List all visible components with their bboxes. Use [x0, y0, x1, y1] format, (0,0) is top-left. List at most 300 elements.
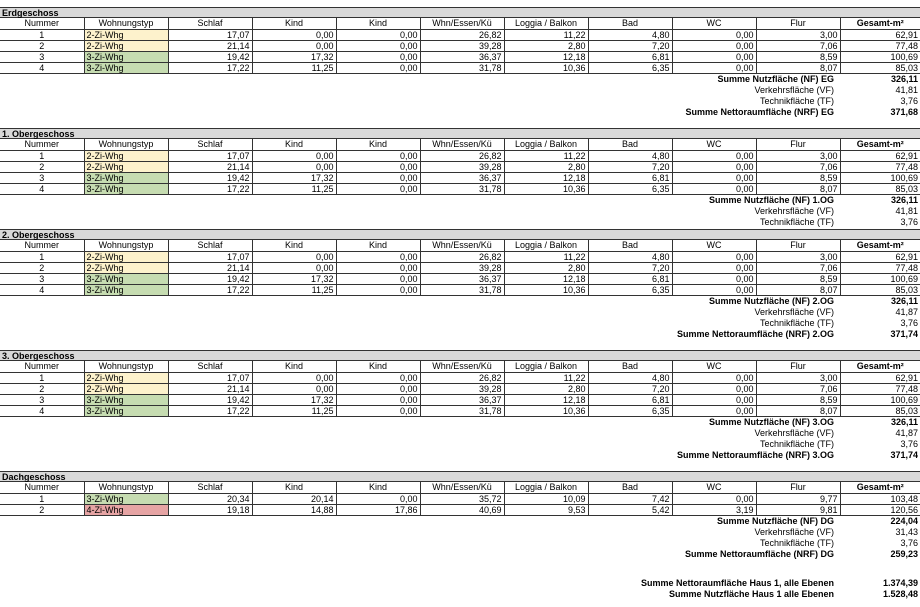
table-cell[interactable]: 6,81 — [588, 394, 672, 405]
table-row — [0, 262, 920, 273]
table-cell[interactable]: 14,88 — [252, 504, 336, 515]
apartment-type-cell[interactable]: 2-Zi-Whg — [84, 251, 168, 262]
sum-line — [0, 206, 920, 217]
table-cell[interactable]: 1 — [0, 29, 84, 40]
sum-label: Summe Nutzfläche (NF) 3.OG — [708, 416, 834, 427]
table-cell[interactable]: 17,07 — [168, 372, 252, 383]
table-cell[interactable]: 17,22 — [168, 284, 252, 295]
table-cell[interactable]: 3,00 — [756, 29, 840, 40]
sum-label: Summe Nutzfläche (NF) EG — [717, 73, 834, 84]
sum-value: 259,23 — [890, 548, 918, 559]
column-header: Gesamt-m² — [840, 139, 920, 150]
table-cell[interactable]: 7,20 — [588, 383, 672, 394]
table-cell[interactable]: 85,03 — [840, 183, 920, 194]
sum-line — [0, 428, 920, 439]
table-cell[interactable]: 3 — [0, 273, 84, 284]
sum-label: Verkehrsfläche (VF) — [754, 205, 834, 216]
table-cell[interactable]: 3 — [0, 51, 84, 62]
table-cell[interactable]: 2 — [0, 383, 84, 394]
sum-line — [0, 318, 920, 329]
table-cell[interactable]: 6,35 — [588, 183, 672, 194]
table-cell[interactable]: 0,00 — [672, 150, 756, 161]
table-cell[interactable]: 36,37 — [420, 273, 504, 284]
table-cell[interactable]: 9,77 — [756, 493, 840, 504]
table-cell[interactable]: 0,00 — [336, 383, 420, 394]
table-cell[interactable]: 4,80 — [588, 29, 672, 40]
column-header: WC — [672, 18, 756, 29]
table-cell[interactable]: 1 — [0, 493, 84, 504]
sum-value: 371,68 — [890, 106, 918, 117]
table-cell[interactable]: 10,36 — [504, 284, 588, 295]
table-cell[interactable]: 0,00 — [336, 262, 420, 273]
table-cell[interactable]: 8,07 — [756, 183, 840, 194]
table-cell[interactable]: 3 — [0, 394, 84, 405]
table-cell[interactable]: 17,07 — [168, 251, 252, 262]
table-cell[interactable]: 4 — [0, 284, 84, 295]
table-cell[interactable]: 120,56 — [840, 504, 920, 515]
column-header: Wohnungstyp — [84, 240, 168, 251]
table-cell[interactable]: 4 — [0, 62, 84, 73]
section-title: 3. Obergeschoss — [0, 350, 920, 361]
table-cell[interactable]: 5,42 — [588, 504, 672, 515]
sum-line — [0, 96, 920, 107]
column-header: WC — [672, 361, 756, 372]
table-cell[interactable]: 36,37 — [420, 172, 504, 183]
sum-line — [0, 527, 920, 538]
table-row — [0, 29, 920, 40]
table-cell[interactable]: 85,03 — [840, 405, 920, 416]
apartment-type-cell[interactable]: 2-Zi-Whg — [84, 262, 168, 273]
column-header: Schlaf — [168, 18, 252, 29]
sum-value: 3,76 — [900, 537, 918, 548]
table-cell[interactable]: 9,53 — [504, 504, 588, 515]
column-header: Kind — [336, 482, 420, 493]
table-cell[interactable]: 2,80 — [504, 161, 588, 172]
table-cell[interactable]: 19,42 — [168, 394, 252, 405]
table-cell[interactable]: 0,00 — [672, 40, 756, 51]
table-row — [0, 251, 920, 262]
table-cell[interactable]: 26,82 — [420, 150, 504, 161]
table-cell[interactable]: 0,00 — [252, 150, 336, 161]
table-cell[interactable]: 0,00 — [252, 372, 336, 383]
table-cell[interactable]: 26,82 — [420, 251, 504, 262]
table-cell[interactable]: 11,25 — [252, 62, 336, 73]
column-header: Bad — [588, 482, 672, 493]
table-cell[interactable]: 11,25 — [252, 183, 336, 194]
apartment-type-cell[interactable]: 4-Zi-Whg — [84, 504, 168, 515]
table-cell[interactable]: 17,32 — [252, 51, 336, 62]
column-header: Kind — [252, 361, 336, 372]
table-cell[interactable]: 8,07 — [756, 284, 840, 295]
table-cell[interactable]: 0,00 — [672, 262, 756, 273]
table-cell[interactable]: 10,09 — [504, 493, 588, 504]
column-header: Whn/Essen/Kü — [420, 482, 504, 493]
section-title: 1. Obergeschoss — [0, 128, 920, 139]
sum-value: 326,11 — [890, 194, 918, 205]
table-cell[interactable]: 0,00 — [672, 405, 756, 416]
table-cell[interactable]: 35,72 — [420, 493, 504, 504]
table-cell[interactable]: 2 — [0, 40, 84, 51]
table-cell[interactable]: 3 — [0, 172, 84, 183]
table-cell[interactable]: 20,14 — [252, 493, 336, 504]
table-cell[interactable]: 17,22 — [168, 62, 252, 73]
apartment-type-cell[interactable]: 2-Zi-Whg — [84, 40, 168, 51]
table-cell[interactable]: 6,81 — [588, 172, 672, 183]
sum-value: 3,76 — [900, 317, 918, 328]
table-cell[interactable]: 19,42 — [168, 51, 252, 62]
table-cell[interactable]: 0,00 — [336, 29, 420, 40]
table-cell[interactable]: 11,25 — [252, 405, 336, 416]
table-cell[interactable]: 6,81 — [588, 51, 672, 62]
table-row — [0, 372, 920, 383]
apartment-type-cell[interactable]: 2-Zi-Whg — [84, 161, 168, 172]
column-header: Flur — [756, 240, 840, 251]
table-cell[interactable]: 0,00 — [336, 493, 420, 504]
table-cell[interactable]: 100,69 — [840, 394, 920, 405]
table-row — [0, 284, 920, 295]
apartment-type-cell[interactable]: 2-Zi-Whg — [84, 372, 168, 383]
table-cell[interactable]: 8,59 — [756, 172, 840, 183]
sum-value: 224,04 — [890, 515, 918, 526]
column-header: Loggia / Balkon — [504, 139, 588, 150]
apartment-type-cell[interactable]: 3-Zi-Whg — [84, 62, 168, 73]
apartment-type-cell[interactable]: 3-Zi-Whg — [84, 394, 168, 405]
table-cell[interactable]: 10,36 — [504, 183, 588, 194]
floor-section — [0, 350, 920, 461]
table-cell[interactable]: 17,86 — [336, 504, 420, 515]
column-header: Kind — [252, 482, 336, 493]
sum-label: Technikfläche (TF) — [759, 216, 834, 227]
sum-line — [0, 307, 920, 318]
table-cell[interactable]: 62,91 — [840, 150, 920, 161]
table-cell[interactable]: 2,80 — [504, 383, 588, 394]
apartment-type-cell[interactable]: 3-Zi-Whg — [84, 183, 168, 194]
table-cell[interactable]: 17,32 — [252, 273, 336, 284]
table-cell[interactable]: 7,42 — [588, 493, 672, 504]
sum-line — [0, 450, 920, 461]
sum-value: 326,11 — [890, 73, 918, 84]
area-table — [0, 18, 920, 74]
apartment-type-cell[interactable]: 3-Zi-Whg — [84, 493, 168, 504]
sum-label: Summe Nutzfläche (NF) 1.OG — [708, 194, 834, 205]
table-cell[interactable]: 4,80 — [588, 372, 672, 383]
table-cell[interactable]: 0,00 — [336, 273, 420, 284]
table-cell[interactable]: 0,00 — [252, 29, 336, 40]
sum-label: Verkehrsfläche (VF) — [754, 306, 834, 317]
table-cell[interactable]: 39,28 — [420, 383, 504, 394]
floor-section — [0, 229, 920, 340]
table-cell[interactable]: 11,22 — [504, 29, 588, 40]
sum-line — [0, 417, 920, 428]
column-header: WC — [672, 240, 756, 251]
table-cell[interactable]: 0,00 — [672, 394, 756, 405]
table-cell[interactable]: 1 — [0, 251, 84, 262]
column-header: Kind — [336, 240, 420, 251]
column-header: WC — [672, 482, 756, 493]
table-row — [0, 51, 920, 62]
table-cell[interactable]: 2,80 — [504, 40, 588, 51]
table-cell[interactable]: 31,78 — [420, 405, 504, 416]
table-cell[interactable]: 39,28 — [420, 262, 504, 273]
table-cell[interactable]: 21,14 — [168, 161, 252, 172]
table-cell[interactable]: 7,06 — [756, 40, 840, 51]
apartment-type-cell[interactable]: 3-Zi-Whg — [84, 284, 168, 295]
section-title: Dachgeschoss — [0, 471, 920, 482]
table-cell[interactable]: 77,48 — [840, 262, 920, 273]
column-header: Kind — [252, 139, 336, 150]
table-cell[interactable]: 77,48 — [840, 161, 920, 172]
table-cell[interactable]: 8,59 — [756, 394, 840, 405]
table-cell[interactable]: 7,06 — [756, 161, 840, 172]
table-cell[interactable]: 77,48 — [840, 383, 920, 394]
column-header: Schlaf — [168, 240, 252, 251]
table-cell[interactable]: 11,22 — [504, 251, 588, 262]
table-cell[interactable]: 8,59 — [756, 273, 840, 284]
column-header: Wohnungstyp — [84, 482, 168, 493]
table-cell[interactable]: 7,06 — [756, 262, 840, 273]
table-cell[interactable]: 12,18 — [504, 51, 588, 62]
column-header: Loggia / Balkon — [504, 18, 588, 29]
sum-label: Technikfläche (TF) — [759, 537, 834, 548]
table-cell[interactable]: 6,35 — [588, 284, 672, 295]
column-header: Nummer — [0, 139, 84, 150]
header-row — [0, 361, 920, 372]
table-cell[interactable]: 2 — [0, 262, 84, 273]
table-cell[interactable]: 0,00 — [252, 40, 336, 51]
apartment-type-cell[interactable]: 2-Zi-Whg — [84, 29, 168, 40]
sum-label: Verkehrsfläche (VF) — [754, 526, 834, 537]
grand-totals — [0, 578, 920, 600]
table-cell[interactable]: 0,00 — [672, 493, 756, 504]
table-cell[interactable]: 0,00 — [252, 383, 336, 394]
table-cell[interactable]: 7,20 — [588, 161, 672, 172]
table-cell[interactable]: 0,00 — [336, 284, 420, 295]
column-header: Bad — [588, 18, 672, 29]
table-cell[interactable]: 0,00 — [672, 172, 756, 183]
table-row — [0, 150, 920, 161]
sum-line — [0, 74, 920, 85]
table-cell[interactable]: 3,19 — [672, 504, 756, 515]
table-cell[interactable]: 0,00 — [672, 273, 756, 284]
sum-value: 41,87 — [895, 306, 918, 317]
table-cell[interactable]: 26,82 — [420, 29, 504, 40]
table-cell[interactable]: 31,78 — [420, 183, 504, 194]
table-cell[interactable]: 19,18 — [168, 504, 252, 515]
table-cell[interactable]: 0,00 — [252, 161, 336, 172]
table-cell[interactable]: 62,91 — [840, 29, 920, 40]
table-cell[interactable]: 21,14 — [168, 383, 252, 394]
table-cell[interactable]: 0,00 — [336, 51, 420, 62]
table-cell[interactable]: 103,48 — [840, 493, 920, 504]
table-cell[interactable]: 8,07 — [756, 405, 840, 416]
table-cell[interactable]: 7,20 — [588, 40, 672, 51]
table-row — [0, 40, 920, 51]
table-cell[interactable]: 39,28 — [420, 161, 504, 172]
grand-total-label: Summe Nettoraumfläche Haus 1, alle Ebenen — [640, 578, 834, 588]
table-cell[interactable]: 6,35 — [588, 405, 672, 416]
apartment-type-cell[interactable]: 3-Zi-Whg — [84, 51, 168, 62]
table-cell[interactable]: 26,82 — [420, 372, 504, 383]
column-header: Schlaf — [168, 482, 252, 493]
table-cell[interactable]: 0,00 — [672, 62, 756, 73]
table-cell[interactable]: 2 — [0, 161, 84, 172]
column-header: Flur — [756, 139, 840, 150]
table-row — [0, 504, 920, 515]
table-cell[interactable]: 10,36 — [504, 62, 588, 73]
table-cell[interactable]: 1 — [0, 150, 84, 161]
table-row — [0, 172, 920, 183]
table-cell[interactable]: 0,00 — [336, 161, 420, 172]
table-cell[interactable]: 40,69 — [420, 504, 504, 515]
header-row — [0, 240, 920, 251]
table-cell[interactable]: 2 — [0, 504, 84, 515]
sum-value: 3,76 — [900, 438, 918, 449]
table-cell[interactable]: 100,69 — [840, 51, 920, 62]
sum-line — [0, 85, 920, 96]
table-cell[interactable]: 0,00 — [672, 161, 756, 172]
column-header: Wohnungstyp — [84, 361, 168, 372]
column-header: Bad — [588, 240, 672, 251]
area-table — [0, 361, 920, 417]
table-cell[interactable]: 9,81 — [756, 504, 840, 515]
section-title: 2. Obergeschoss — [0, 229, 920, 240]
table-cell[interactable]: 12,18 — [504, 273, 588, 284]
table-cell[interactable]: 0,00 — [336, 62, 420, 73]
table-cell[interactable]: 4,80 — [588, 251, 672, 262]
table-cell[interactable]: 0,00 — [336, 172, 420, 183]
table-cell[interactable]: 0,00 — [672, 251, 756, 262]
apartment-type-cell[interactable]: 2-Zi-Whg — [84, 150, 168, 161]
area-table — [0, 240, 920, 296]
table-cell[interactable]: 0,00 — [336, 40, 420, 51]
sum-label: Verkehrsfläche (VF) — [754, 427, 834, 438]
table-cell[interactable]: 0,00 — [336, 150, 420, 161]
table-cell[interactable]: 4 — [0, 183, 84, 194]
sum-label: Summe Nettoraumfläche (NRF) 2.OG — [676, 328, 834, 339]
table-cell[interactable]: 4,80 — [588, 150, 672, 161]
sum-label: Verkehrsfläche (VF) — [754, 84, 834, 95]
table-cell[interactable]: 7,20 — [588, 262, 672, 273]
table-cell[interactable]: 12,18 — [504, 394, 588, 405]
table-cell[interactable]: 100,69 — [840, 172, 920, 183]
sum-line — [0, 217, 920, 228]
table-cell[interactable]: 31,78 — [420, 284, 504, 295]
sum-value: 41,81 — [895, 205, 918, 216]
table-cell[interactable]: 0,00 — [672, 183, 756, 194]
table-cell[interactable]: 36,37 — [420, 51, 504, 62]
table-cell[interactable]: 17,22 — [168, 183, 252, 194]
table-cell[interactable]: 3,00 — [756, 372, 840, 383]
table-cell[interactable]: 1 — [0, 372, 84, 383]
table-cell[interactable]: 0,00 — [672, 51, 756, 62]
table-cell[interactable]: 11,22 — [504, 150, 588, 161]
table-cell[interactable]: 0,00 — [252, 262, 336, 273]
floor-section — [0, 471, 920, 560]
table-cell[interactable]: 0,00 — [672, 372, 756, 383]
sum-value: 371,74 — [890, 328, 918, 339]
table-cell[interactable]: 39,28 — [420, 40, 504, 51]
table-cell[interactable]: 85,03 — [840, 284, 920, 295]
table-cell[interactable]: 2,80 — [504, 262, 588, 273]
table-cell[interactable]: 8,59 — [756, 51, 840, 62]
table-cell[interactable]: 36,37 — [420, 394, 504, 405]
table-cell[interactable]: 17,32 — [252, 394, 336, 405]
table-cell[interactable]: 19,42 — [168, 172, 252, 183]
table-cell[interactable]: 17,32 — [252, 172, 336, 183]
column-header: Wohnungstyp — [84, 18, 168, 29]
sum-line — [0, 296, 920, 307]
table-cell[interactable]: 0,00 — [336, 183, 420, 194]
table-cell[interactable]: 85,03 — [840, 62, 920, 73]
table-cell[interactable]: 17,07 — [168, 29, 252, 40]
apartment-type-cell[interactable]: 3-Zi-Whg — [84, 405, 168, 416]
section-title: Erdgeschoss — [0, 7, 920, 18]
sum-line — [0, 516, 920, 527]
table-cell[interactable]: 0,00 — [672, 284, 756, 295]
table-cell[interactable]: 3,00 — [756, 150, 840, 161]
apartment-type-cell[interactable]: 3-Zi-Whg — [84, 273, 168, 284]
sum-line — [0, 549, 920, 560]
table-cell[interactable]: 0,00 — [252, 251, 336, 262]
table-cell[interactable]: 31,78 — [420, 62, 504, 73]
table-cell[interactable]: 62,91 — [840, 251, 920, 262]
table-row — [0, 394, 920, 405]
table-cell[interactable]: 77,48 — [840, 40, 920, 51]
sum-label: Technikfläche (TF) — [759, 438, 834, 449]
table-cell[interactable]: 62,91 — [840, 372, 920, 383]
table-cell[interactable]: 8,07 — [756, 62, 840, 73]
sum-value: 371,74 — [890, 449, 918, 460]
sum-label: Technikfläche (TF) — [759, 317, 834, 328]
table-cell[interactable]: 4 — [0, 405, 84, 416]
column-header: Loggia / Balkon — [504, 482, 588, 493]
table-cell[interactable]: 0,00 — [672, 29, 756, 40]
table-cell[interactable]: 10,36 — [504, 405, 588, 416]
apartment-type-cell[interactable]: 3-Zi-Whg — [84, 172, 168, 183]
grand-total-line — [0, 589, 920, 600]
sum-line — [0, 538, 920, 549]
table-cell[interactable]: 11,25 — [252, 284, 336, 295]
table-cell[interactable]: 0,00 — [336, 394, 420, 405]
table-cell[interactable]: 19,42 — [168, 273, 252, 284]
column-header: Nummer — [0, 240, 84, 251]
table-cell[interactable]: 0,00 — [672, 383, 756, 394]
table-cell[interactable]: 0,00 — [336, 251, 420, 262]
table-cell[interactable]: 6,35 — [588, 62, 672, 73]
column-header: Whn/Essen/Kü — [420, 240, 504, 251]
table-cell[interactable]: 3,00 — [756, 251, 840, 262]
sum-value: 41,81 — [895, 84, 918, 95]
header-row — [0, 139, 920, 150]
column-header: Loggia / Balkon — [504, 361, 588, 372]
table-cell[interactable]: 7,06 — [756, 383, 840, 394]
table-cell[interactable]: 100,69 — [840, 273, 920, 284]
table-cell[interactable]: 17,07 — [168, 150, 252, 161]
table-cell[interactable]: 17,22 — [168, 405, 252, 416]
table-cell[interactable]: 6,81 — [588, 273, 672, 284]
sum-line — [0, 107, 920, 118]
table-cell[interactable]: 12,18 — [504, 172, 588, 183]
table-cell[interactable]: 21,14 — [168, 40, 252, 51]
area-table — [0, 482, 920, 516]
table-cell[interactable]: 20,34 — [168, 493, 252, 504]
apartment-type-cell[interactable]: 2-Zi-Whg — [84, 383, 168, 394]
table-cell[interactable]: 21,14 — [168, 262, 252, 273]
table-cell[interactable]: 0,00 — [336, 405, 420, 416]
column-header: Gesamt-m² — [840, 361, 920, 372]
table-cell[interactable]: 11,22 — [504, 372, 588, 383]
table-cell[interactable]: 0,00 — [336, 372, 420, 383]
